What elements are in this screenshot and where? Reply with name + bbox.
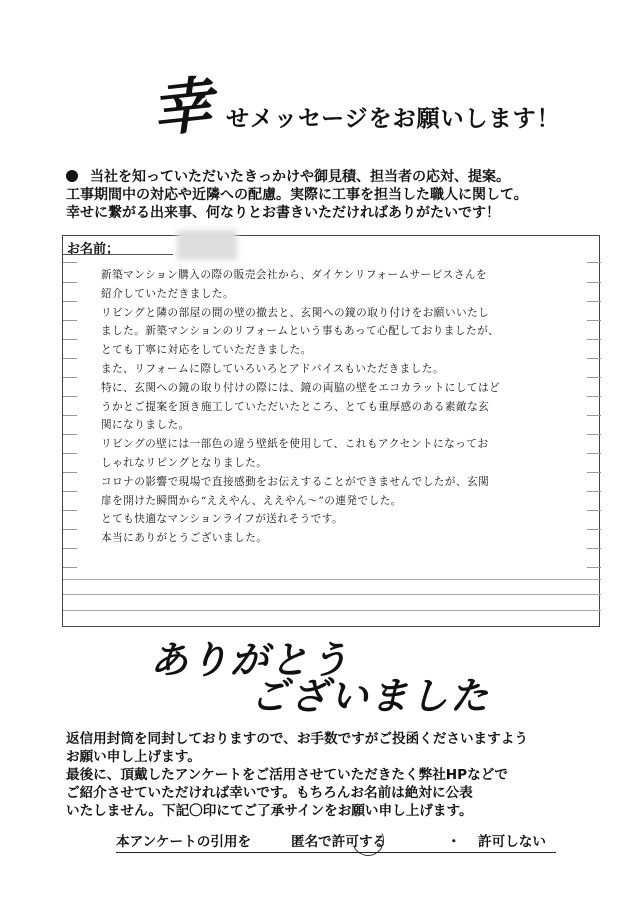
- ruled-line: [63, 320, 77, 321]
- message-line: ました。新築マンションのリフォームという事もあって心配しておりましたが、: [101, 325, 500, 338]
- message-line: 扉を開けた瞬間から“ええやん、ええやん～”の連発でした。: [101, 494, 402, 507]
- ruled-line: [587, 262, 601, 263]
- ruled-line: [63, 358, 77, 359]
- title-brush-kanji: 幸: [148, 70, 216, 146]
- customer-message: [101, 266, 581, 548]
- ruled-line: [587, 453, 601, 454]
- ruled-line: [63, 548, 77, 549]
- ruled-line: [587, 491, 601, 492]
- consent-underline: [116, 852, 556, 853]
- consent-separator: ・: [447, 834, 461, 850]
- ruled-line: [587, 510, 601, 511]
- message-box: [62, 235, 600, 627]
- ruled-line: [63, 579, 601, 580]
- ruled-line: [587, 301, 601, 302]
- ruled-line: [587, 396, 601, 397]
- message-line: 紹介していただきました。: [101, 287, 235, 300]
- name-label: お名前；: [67, 242, 120, 257]
- consent-deny-option[interactable]: 許可しない: [478, 834, 546, 850]
- ruled-line: [587, 567, 601, 568]
- ruled-line: [63, 262, 77, 263]
- ruled-line: [587, 529, 601, 530]
- message-line: とても快適なマンションライフが送れそうです。: [101, 513, 344, 526]
- ruled-line: [587, 415, 601, 416]
- ruled-line: [63, 415, 77, 416]
- message-line: しゃれなリビングとなりました。: [101, 456, 268, 469]
- ruled-line: [63, 567, 77, 568]
- intro-line: 当社を知っていただいたきっかけや御見積、担当者の応対、提案。: [66, 168, 606, 186]
- intro-line: 幸せに繋がる出来事、何なりとお書きいただければありがたいです！: [66, 205, 500, 221]
- ruled-line: [63, 301, 77, 302]
- ruled-line: [63, 529, 77, 530]
- ruled-line: [587, 548, 601, 549]
- ruled-line: [587, 339, 601, 340]
- page-header: [0, 70, 642, 150]
- message-line: リビングの壁には一部色の違う壁紙を使用して、これもアクセントになってお: [101, 438, 489, 451]
- circle-mark-icon: [347, 819, 388, 860]
- footer-line: お願い申し上げます。: [66, 749, 201, 765]
- footer-line: 返信用封筒を同封しておりますので、お手数ですがご投函くださいますよう: [66, 731, 528, 747]
- ruled-line: [587, 472, 601, 473]
- message-line: また、リフォームに際していろいろとアドバイスもいただきました。: [101, 362, 445, 375]
- ruled-line: [63, 610, 601, 611]
- page-title: せメッセージをお願いします！: [226, 106, 561, 132]
- ruled-line: [587, 282, 601, 283]
- ruled-line: [63, 282, 77, 283]
- consent-allow-option[interactable]: 匿名で許可する: [291, 834, 387, 850]
- ruled-line: [587, 434, 601, 435]
- ruled-line: [63, 491, 77, 492]
- bullet-icon: [66, 170, 78, 182]
- footer-line: ご紹介させていただければ幸いです。もちろんお名前は絶対に公表: [66, 785, 473, 801]
- message-line: とても丁寧に対応をしていただきました。: [101, 344, 312, 357]
- thanks-line: ございました: [250, 673, 491, 718]
- message-line: うかとご提案を頂き施工していただいたところ、とても重厚感のある素敵な玄: [101, 400, 490, 413]
- footer-notice: [66, 730, 606, 820]
- ruled-line: [587, 377, 601, 378]
- thanks-line: ありがとう: [150, 637, 351, 682]
- message-line: 関になりました。: [101, 419, 190, 432]
- message-line: 特に、玄関への鏡の取り付けの際には、鏡の両脇の壁をエコカラットにしてはど: [101, 381, 501, 394]
- intro-text: [66, 168, 606, 222]
- message-line: 新築マンション購入の際の販売会社から、ダイケンリフォームサービスさんを: [101, 269, 488, 281]
- footer-line: いたしません。下記〇印にてご了承サインをお願い申し上げます。: [66, 803, 473, 819]
- ruled-line: [63, 339, 77, 340]
- ruled-line: [63, 510, 77, 511]
- footer-line: 最後に、頂戴したアンケートをご活用させていただきたく弊社HPなどで: [66, 767, 508, 783]
- message-line: コロナの影響で現場で直接感動をお伝えすることができませんでしたが、玄関: [101, 475, 490, 488]
- ruled-line: [63, 396, 77, 397]
- ruled-line: [63, 453, 77, 454]
- ruled-line: [63, 377, 77, 378]
- intro-line: 工事期間中の対応や近隣への配慮。実際に工事を担当した職人に関して。: [66, 187, 528, 203]
- ruled-line: [63, 472, 77, 473]
- consent-lead: 本アンケートの引用を: [116, 834, 252, 850]
- message-line: 本当にありがとうございました。: [101, 532, 268, 545]
- message-line: リビングと隣の部屋の間の壁の撤去と、玄関への鏡の取り付けをお願いいたし: [101, 306, 490, 319]
- ruled-line: [63, 434, 77, 435]
- ruled-line: [63, 594, 601, 595]
- name-underline: [63, 254, 173, 255]
- redacted-name: [177, 230, 237, 260]
- ruled-line: [587, 358, 601, 359]
- ruled-line: [587, 320, 601, 321]
